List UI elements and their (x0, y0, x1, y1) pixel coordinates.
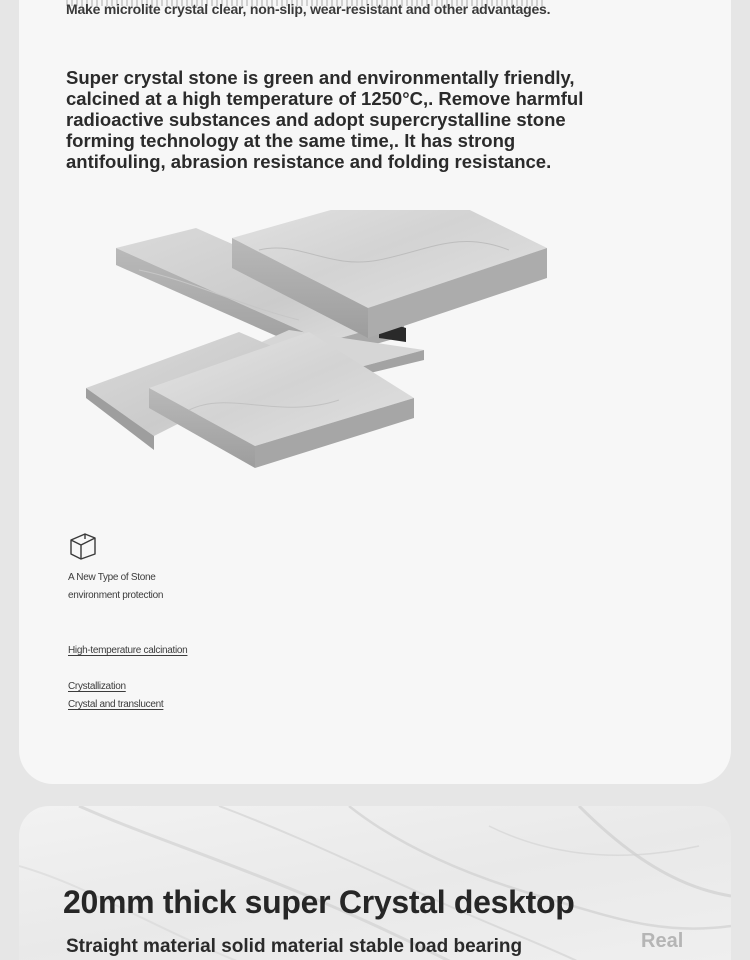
desktop-title: 20mm thick super Crystal desktop (63, 884, 575, 920)
feature-crystallization-link[interactable]: Crystallization (68, 681, 126, 692)
feature-environment: environment protection (68, 590, 164, 601)
feature-card (19, 0, 731, 784)
desktop-subtitle: Straight material solid material stable load bearing (66, 936, 523, 957)
lead-text: Make microlite crystal clear, non-slip, wear-resistant and other advantages. (66, 1, 551, 17)
description-text: Super crystal stone is green and environmentally friendly, calcined at a high temperature of 1250°C,. Remove harmful radioactive substances and adopt supercrystalline stone forming technology at the same time,. It has strong antifouling, abrasion resistance and folding resistance. (66, 67, 584, 172)
feature-stone-type: A New Type of Stone (68, 572, 156, 583)
feature-calcination-link[interactable]: High-temperature calcination (68, 645, 188, 656)
feature-list (68, 530, 368, 714)
feature-translucent-link[interactable]: Crystal and translucent (68, 699, 164, 710)
desktop-section (19, 806, 731, 960)
real-tag: Real (641, 930, 684, 952)
cube-icon (68, 530, 98, 560)
stone-slabs-image (59, 210, 559, 510)
